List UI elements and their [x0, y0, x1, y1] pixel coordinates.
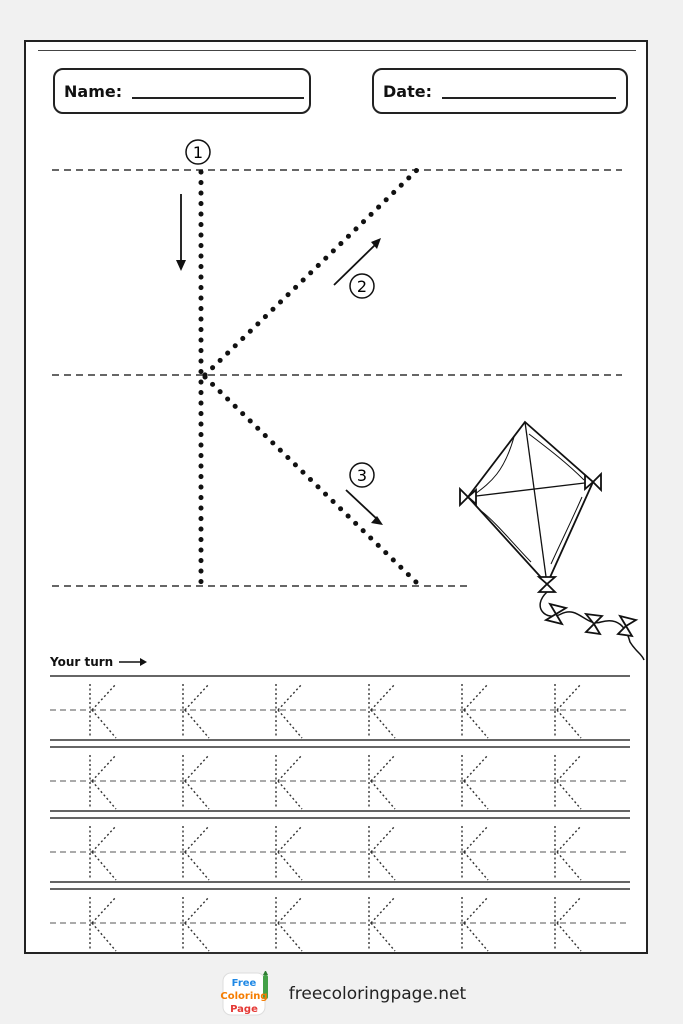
trace-k-leg	[185, 923, 209, 951]
trace-k-arm	[557, 755, 581, 781]
stroke-3-number: 3	[356, 466, 368, 485]
date-label: Date:	[383, 81, 432, 101]
trace-letter-k	[276, 826, 302, 880]
trace-letter-k	[462, 755, 488, 809]
your-turn-label	[50, 655, 147, 669]
logo-graphic	[217, 971, 275, 1017]
stroke-1-number: 1	[192, 143, 204, 162]
trace-k-leg	[371, 781, 395, 809]
trace-k-arm	[92, 826, 116, 852]
site-logo[interactable]	[217, 971, 275, 1017]
trace-k-arm	[464, 826, 488, 852]
trace-k-arm	[185, 826, 209, 852]
trace-letter-k	[369, 897, 395, 951]
trace-k-arm	[557, 684, 581, 710]
stroke-3-arrow-icon	[346, 490, 383, 525]
practice-row	[50, 818, 630, 882]
trace-k-arm	[92, 755, 116, 781]
trace-letter-k	[276, 755, 302, 809]
trace-letter-k	[276, 684, 302, 738]
trace-letter-k	[90, 755, 116, 809]
trace-k-leg	[278, 852, 302, 880]
trace-k-leg	[278, 923, 302, 951]
trace-letter-k	[183, 684, 209, 738]
trace-k-arm	[371, 897, 395, 923]
arrow-right-icon	[119, 657, 147, 667]
stroke-2-number: 2	[356, 277, 368, 296]
trace-k-leg	[92, 781, 116, 809]
trace-k-arm	[371, 684, 395, 710]
trace-k-arm	[464, 897, 488, 923]
footer	[0, 968, 683, 1020]
trace-letter-k	[183, 826, 209, 880]
trace-letter-k	[90, 897, 116, 951]
trace-k-arm	[278, 826, 302, 852]
letter-demo-area	[26, 42, 646, 662]
trace-k-arm	[92, 897, 116, 923]
trace-letter-k	[555, 826, 581, 880]
practice-row	[50, 676, 630, 740]
name-label: Name:	[64, 81, 123, 101]
trace-k-arm	[278, 897, 302, 923]
trace-k-leg	[557, 852, 581, 880]
trace-k-leg	[185, 710, 209, 738]
logo-word-1: Free	[231, 978, 257, 989]
stroke-1-arrow-icon	[176, 194, 186, 271]
worksheet-sheet	[24, 40, 648, 954]
trace-k-arm	[278, 684, 302, 710]
trace-letter-k	[462, 897, 488, 951]
practice-area	[26, 672, 646, 957]
logo-word-2: Coloring	[220, 991, 268, 1002]
trace-k-arm	[185, 755, 209, 781]
trace-k-arm	[371, 755, 395, 781]
your-turn-text: Your turn	[50, 655, 114, 669]
trace-letter-k	[369, 755, 395, 809]
trace-letter-k	[183, 755, 209, 809]
kite-icon	[460, 422, 644, 660]
trace-k-leg	[371, 852, 395, 880]
trace-letter-k	[555, 755, 581, 809]
trace-k-arm	[464, 755, 488, 781]
trace-letter-k	[462, 826, 488, 880]
trace-k-arm	[557, 826, 581, 852]
trace-k-leg	[557, 923, 581, 951]
trace-k-arm	[185, 684, 209, 710]
trace-k-arm	[185, 897, 209, 923]
trace-letter-k	[369, 826, 395, 880]
trace-k-leg	[185, 781, 209, 809]
trace-k-arm	[92, 684, 116, 710]
trace-k-arm	[464, 684, 488, 710]
practice-row	[50, 889, 630, 953]
trace-letter-k	[369, 684, 395, 738]
practice-row	[50, 747, 630, 811]
trace-letter-k	[90, 826, 116, 880]
trace-k-arm	[557, 897, 581, 923]
trace-k-leg	[278, 710, 302, 738]
trace-letter-k	[462, 684, 488, 738]
trace-letter-k	[183, 897, 209, 951]
trace-letter-k	[555, 684, 581, 738]
trace-letter-k	[90, 684, 116, 738]
trace-letter-k	[276, 897, 302, 951]
trace-k-leg	[92, 852, 116, 880]
logo-word-3: Page	[229, 1004, 258, 1015]
stroke-2-diagonal-up	[205, 168, 419, 375]
trace-k-leg	[185, 852, 209, 880]
trace-k-leg	[92, 923, 116, 951]
trace-k-leg	[464, 781, 488, 809]
trace-k-leg	[92, 710, 116, 738]
trace-k-leg	[464, 852, 488, 880]
trace-k-leg	[464, 710, 488, 738]
trace-k-leg	[278, 781, 302, 809]
trace-k-leg	[464, 923, 488, 951]
trace-letter-k	[555, 897, 581, 951]
trace-k-arm	[371, 826, 395, 852]
trace-k-leg	[557, 710, 581, 738]
trace-k-leg	[371, 710, 395, 738]
stroke-3-diagonal-down	[205, 377, 417, 583]
trace-k-leg	[557, 781, 581, 809]
trace-k-leg	[371, 923, 395, 951]
site-url-link[interactable]: freecoloringpage.net	[288, 984, 467, 1004]
trace-k-arm	[278, 755, 302, 781]
